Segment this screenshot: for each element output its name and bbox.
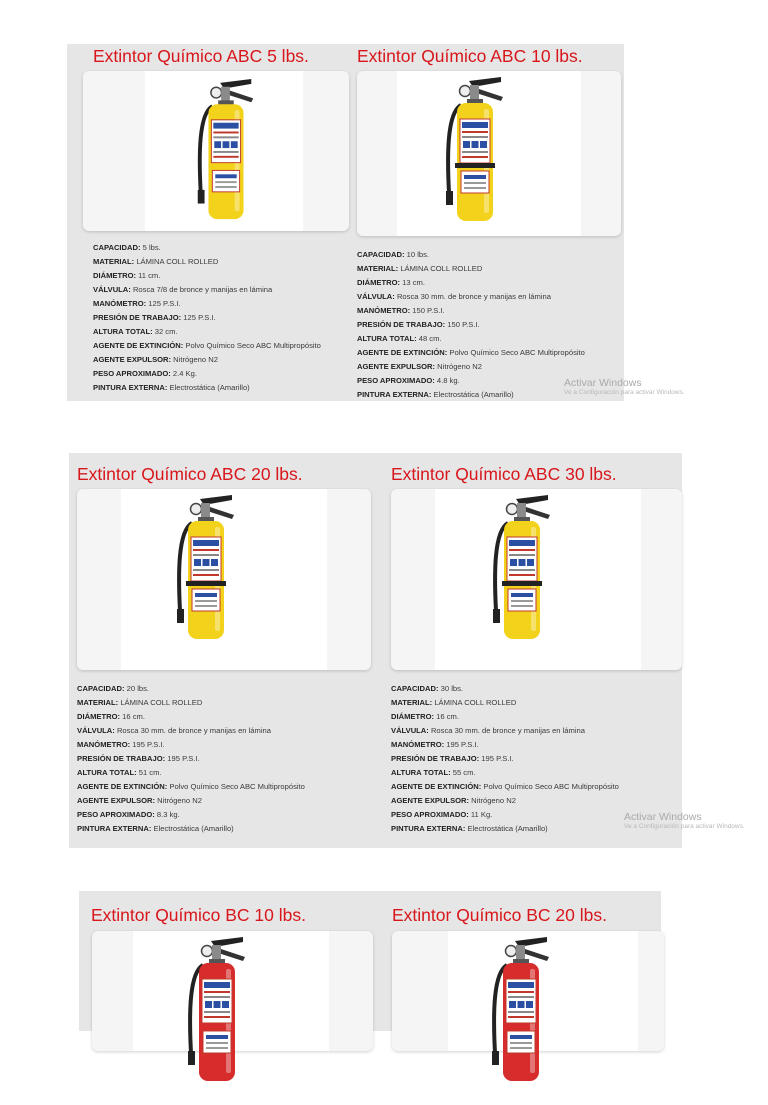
spec-value: LÁMINA COLL ROLLED	[432, 698, 517, 707]
spec-label: MATERIAL:	[391, 698, 433, 707]
spec-label: ALTURA TOTAL:	[391, 768, 451, 777]
spec-label: VÁLVULA:	[93, 285, 131, 294]
spec-value: 20 lbs.	[124, 684, 150, 693]
spec-row-diametro	[77, 710, 305, 724]
spec-label: DIÁMETRO:	[77, 712, 121, 721]
product-card-bc-20	[380, 891, 661, 1031]
spec-row-material	[357, 262, 585, 276]
spec-label: MATERIAL:	[357, 264, 399, 273]
windows-activation-watermark: Activar Windows Ve a Configuración para activar Windows.	[564, 377, 685, 396]
spec-row-agente-extincion	[93, 339, 321, 353]
spec-row-material	[77, 696, 305, 710]
product-card-abc-20	[69, 453, 379, 848]
spec-row-capacidad	[391, 682, 619, 696]
spec-value: 16 cm.	[434, 712, 459, 721]
spec-value: 48 cm.	[416, 334, 442, 343]
spec-row-presion	[391, 752, 619, 766]
spec-row-peso	[93, 367, 321, 381]
spec-label: MATERIAL:	[77, 698, 119, 707]
product-panel-2	[69, 453, 745, 848]
spec-value: Nitrógeno N2	[155, 796, 202, 805]
spec-value: 195 P.S.I.	[165, 754, 200, 763]
spec-row-presion	[357, 318, 585, 332]
spec-value: Rosca 7/8 de bronce y manijas en lámina	[130, 285, 273, 294]
spec-label: PRESIÓN DE TRABAJO:	[357, 320, 446, 329]
fire-extinguisher-icon	[194, 77, 256, 223]
spec-value: 51 cm.	[136, 768, 162, 777]
spec-label: PINTURA EXTERNA:	[391, 824, 466, 833]
spec-label: DIÁMETRO:	[391, 712, 435, 721]
spec-row-manometro	[357, 304, 585, 318]
spec-row-manometro	[77, 738, 305, 752]
product-title: Extintor Químico ABC 5 lbs.	[93, 46, 309, 66]
spec-row-agente-extincion	[357, 346, 585, 360]
spec-row-diametro	[93, 269, 321, 283]
spec-row-capacidad	[357, 248, 585, 262]
spec-row-altura	[391, 766, 619, 780]
spec-label: PESO APROXIMADO:	[391, 810, 469, 819]
spec-label: ALTURA TOTAL:	[77, 768, 137, 777]
spec-value: 150 P.S.I.	[445, 320, 480, 329]
product-title: Extintor Químico BC 20 lbs.	[392, 905, 607, 925]
spec-value: Electrostática (Amarillo)	[431, 390, 514, 399]
spec-label: PRESIÓN DE TRABAJO:	[77, 754, 166, 763]
product-image-frame	[92, 931, 373, 1051]
fire-extinguisher-icon	[443, 75, 505, 232]
spec-label: ALTURA TOTAL:	[93, 327, 153, 336]
product-panel-3	[79, 891, 661, 1031]
spec-value: Nitrógeno N2	[171, 355, 218, 364]
spec-value: 10 lbs.	[404, 250, 430, 259]
spec-label: PESO APROXIMADO:	[77, 810, 155, 819]
spec-list	[93, 241, 321, 395]
spec-label: ALTURA TOTAL:	[357, 334, 417, 343]
spec-value: 195 P.S.I.	[130, 740, 165, 749]
spec-row-altura	[93, 325, 321, 339]
product-image-frame	[392, 931, 664, 1051]
spec-row-diametro	[391, 710, 619, 724]
spec-row-material	[391, 696, 619, 710]
spec-value: Polvo Químico Seco ABC Multipropósito	[447, 348, 585, 357]
product-title: Extintor Químico ABC 10 lbs.	[357, 46, 583, 66]
spec-label: VÁLVULA:	[357, 292, 395, 301]
spec-row-agente-expulsor	[77, 794, 305, 808]
spec-label: PESO APROXIMADO:	[93, 369, 171, 378]
spec-value: 150 P.S.I.	[410, 306, 445, 315]
fire-extinguisher-icon	[185, 935, 247, 1105]
spec-value: 16 cm.	[120, 712, 145, 721]
spec-label: MANÓMETRO:	[93, 299, 147, 308]
spec-label: DIÁMETRO:	[357, 278, 401, 287]
spec-label: PINTURA EXTERNA:	[357, 390, 432, 399]
product-card-bc-10	[79, 891, 379, 1031]
spec-value: 125 P.S.I.	[181, 313, 216, 322]
spec-value: 13 cm.	[400, 278, 425, 287]
spec-value: 195 P.S.I.	[479, 754, 514, 763]
product-title: Extintor Químico ABC 30 lbs.	[391, 464, 617, 484]
spec-list	[77, 682, 305, 836]
spec-label: VÁLVULA:	[77, 726, 115, 735]
spec-row-capacidad	[93, 241, 321, 255]
spec-row-diametro	[357, 276, 585, 290]
spec-label: AGENTE EXPULSOR:	[357, 362, 436, 371]
spec-row-valvula	[93, 283, 321, 297]
spec-value: 55 cm.	[450, 768, 476, 777]
spec-label: CAPACIDAD:	[391, 684, 439, 693]
product-image-frame	[83, 71, 349, 231]
spec-value: Electrostática (Amarillo)	[167, 383, 250, 392]
windows-activation-watermark: Activar Windows Ve a Configuración para activar Windows.	[624, 811, 745, 830]
spec-value: Electrostática (Amarillo)	[465, 824, 548, 833]
spec-row-material	[93, 255, 321, 269]
spec-value: Electrostática (Amarillo)	[151, 824, 234, 833]
spec-label: CAPACIDAD:	[357, 250, 405, 259]
spec-row-peso	[391, 808, 619, 822]
spec-value: Rosca 30 mm. de bronce y manijas en lámina	[428, 726, 585, 735]
spec-value: Polvo Químico Seco ABC Multipropósito	[167, 782, 305, 791]
product-image-frame	[77, 489, 371, 670]
spec-label: PESO APROXIMADO:	[357, 376, 435, 385]
spec-value: 11 Kg.	[468, 810, 493, 819]
spec-row-agente-extincion	[391, 780, 619, 794]
spec-label: AGENTE DE EXTINCIÓN:	[77, 782, 168, 791]
spec-label: DIÁMETRO:	[93, 271, 137, 280]
fire-extinguisher-icon	[489, 935, 551, 1105]
spec-value: Polvo Químico Seco ABC Multipropósito	[183, 341, 321, 350]
product-title: Extintor Químico ABC 20 lbs.	[77, 464, 303, 484]
spec-value: 32 cm.	[152, 327, 178, 336]
product-card-abc-10	[347, 44, 617, 401]
spec-value: 195 P.S.I.	[444, 740, 479, 749]
spec-value: LÁMINA COLL ROLLED	[398, 264, 483, 273]
spec-row-agente-expulsor	[93, 353, 321, 367]
product-panel-1	[67, 44, 685, 401]
spec-value: 2.4 Kg.	[170, 369, 197, 378]
spec-label: AGENTE EXPULSOR:	[391, 796, 470, 805]
spec-label: PINTURA EXTERNA:	[77, 824, 152, 833]
spec-row-valvula	[357, 290, 585, 304]
spec-row-pintura	[391, 822, 619, 836]
fire-extinguisher-icon	[490, 493, 552, 667]
spec-value: 8.3 kg.	[154, 810, 180, 819]
spec-value: Nitrógeno N2	[469, 796, 516, 805]
product-card-abc-5	[83, 44, 353, 401]
spec-label: MATERIAL:	[93, 257, 135, 266]
spec-label: PRESIÓN DE TRABAJO:	[391, 754, 480, 763]
product-image-frame	[357, 71, 621, 236]
spec-label: CAPACIDAD:	[77, 684, 125, 693]
spec-row-capacidad	[77, 682, 305, 696]
spec-label: PRESIÓN DE TRABAJO:	[93, 313, 182, 322]
spec-label: CAPACIDAD:	[93, 243, 141, 252]
spec-label: AGENTE EXPULSOR:	[77, 796, 156, 805]
spec-row-peso	[77, 808, 305, 822]
spec-row-agente-extincion	[77, 780, 305, 794]
spec-label: MANÓMETRO:	[77, 740, 131, 749]
spec-row-pintura	[77, 822, 305, 836]
spec-row-pintura	[357, 388, 585, 402]
spec-list	[357, 248, 585, 402]
spec-label: AGENTE DE EXTINCIÓN:	[357, 348, 448, 357]
spec-value: LÁMINA COLL ROLLED	[134, 257, 219, 266]
spec-value: 125 P.S.I.	[146, 299, 181, 308]
spec-value: 11 cm.	[136, 271, 161, 280]
spec-row-altura	[77, 766, 305, 780]
spec-row-agente-expulsor	[391, 794, 619, 808]
spec-label: AGENTE EXPULSOR:	[93, 355, 172, 364]
fire-extinguisher-icon	[174, 493, 236, 667]
spec-list	[391, 682, 619, 836]
spec-row-pintura	[93, 381, 321, 395]
spec-label: PINTURA EXTERNA:	[93, 383, 168, 392]
spec-row-manometro	[391, 738, 619, 752]
spec-row-presion	[77, 752, 305, 766]
spec-value: Nitrógeno N2	[435, 362, 482, 371]
spec-label: AGENTE DE EXTINCIÓN:	[93, 341, 184, 350]
spec-row-presion	[93, 311, 321, 325]
spec-label: AGENTE DE EXTINCIÓN:	[391, 782, 482, 791]
spec-value: Polvo Químico Seco ABC Multipropósito	[481, 782, 619, 791]
spec-value: Rosca 30 mm. de bronce y manijas en lámina	[394, 292, 551, 301]
spec-row-altura	[357, 332, 585, 346]
spec-label: MANÓMETRO:	[391, 740, 445, 749]
spec-value: 4.8 kg.	[434, 376, 460, 385]
spec-value: Rosca 30 mm. de bronce y manijas en lámina	[114, 726, 271, 735]
spec-row-peso	[357, 374, 585, 388]
spec-row-valvula	[77, 724, 305, 738]
spec-row-manometro	[93, 297, 321, 311]
spec-value: 30 lbs.	[438, 684, 464, 693]
product-title: Extintor Químico BC 10 lbs.	[91, 905, 306, 925]
product-card-abc-30	[383, 453, 682, 848]
product-image-frame	[391, 489, 682, 670]
spec-value: LÁMINA COLL ROLLED	[118, 698, 203, 707]
spec-row-agente-expulsor	[357, 360, 585, 374]
spec-row-valvula	[391, 724, 619, 738]
spec-label: MANÓMETRO:	[357, 306, 411, 315]
spec-value: 5 lbs.	[140, 243, 161, 252]
spec-label: VÁLVULA:	[391, 726, 429, 735]
